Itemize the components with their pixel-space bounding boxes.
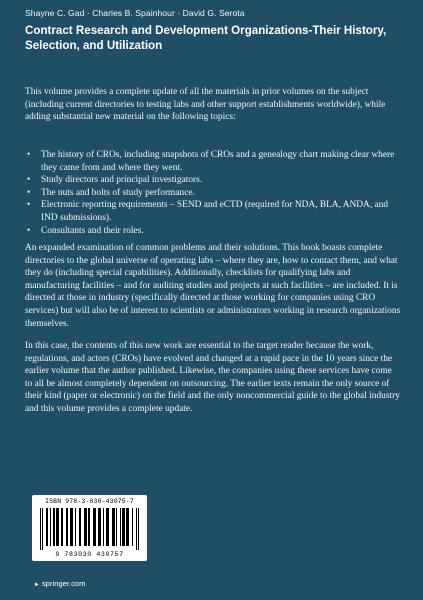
- arrow-icon: ►: [34, 582, 40, 588]
- barcode: [32, 495, 147, 561]
- topic-item: • Electronic reporting requirements – SEND and eCTD (required for NDA, BLA, ANDA, and IND submissions).: [25, 199, 401, 224]
- topic-item: • Consultants and their roles.: [25, 225, 401, 238]
- ean-digits: 9 783030 430757: [55, 551, 124, 558]
- publisher-url: springer.com: [41, 579, 86, 588]
- authors-line: Shayne C. Gad · Charles B. Spainhour · David G. Serota: [25, 8, 245, 18]
- topic-item: • Study directors and principal investigators.: [25, 174, 401, 187]
- book-title: Contract Research and Development Organizations-Their History, Selection, and Utilization: [25, 24, 387, 52]
- intro-paragraph: This volume provides a complete update of all the materials in prior volumes on the subject (including current directories to testing labs and other support establishments worldwide), while adding substantial new material on the following topics:: [25, 87, 386, 123]
- topic-item: • The nuts and bolts of study performance.: [25, 187, 401, 200]
- isbn-label: ISBN 978-3-030-43075-7: [45, 498, 134, 505]
- description-paragraph-3: In this case, the contents of this new work are essential to the target reader because the work, regulations, and actors (CROs) have evolved and changed at a rapid pace in the 10 years since the earlier volume that the author published. Likewise, the companies using these services have come to all be almost completely dependent on outsourcing. The earlier texts remain the only source of their kind (paper or electronic) on the field and the only noncommercial guide to the global industry and this volume provides a complete update.: [25, 341, 400, 414]
- barcode-bars: [40, 508, 139, 550]
- description-paragraph-2: An expanded examination of common problems and their solutions. This book boasts complete directories to the global universe of operating labs – where they are, how to contact them, and what they do (including special capabilities). Additionally, checklists for qualifying labs and manufacturing facilities – and for auditing studies and projects at such facilities – are included. It is directed at those in industry (specifically directed at those working for companies using CRO services) but will also be of interest to scientists or administrators working in research organizations themselves.: [25, 243, 401, 329]
- publisher-link[interactable]: [34, 579, 85, 588]
- topic-item: • The history of CROs, including snapshots of CROs and a genealogy chart making clear where they came from and where they went.: [25, 149, 401, 174]
- topic-list: [25, 149, 401, 237]
